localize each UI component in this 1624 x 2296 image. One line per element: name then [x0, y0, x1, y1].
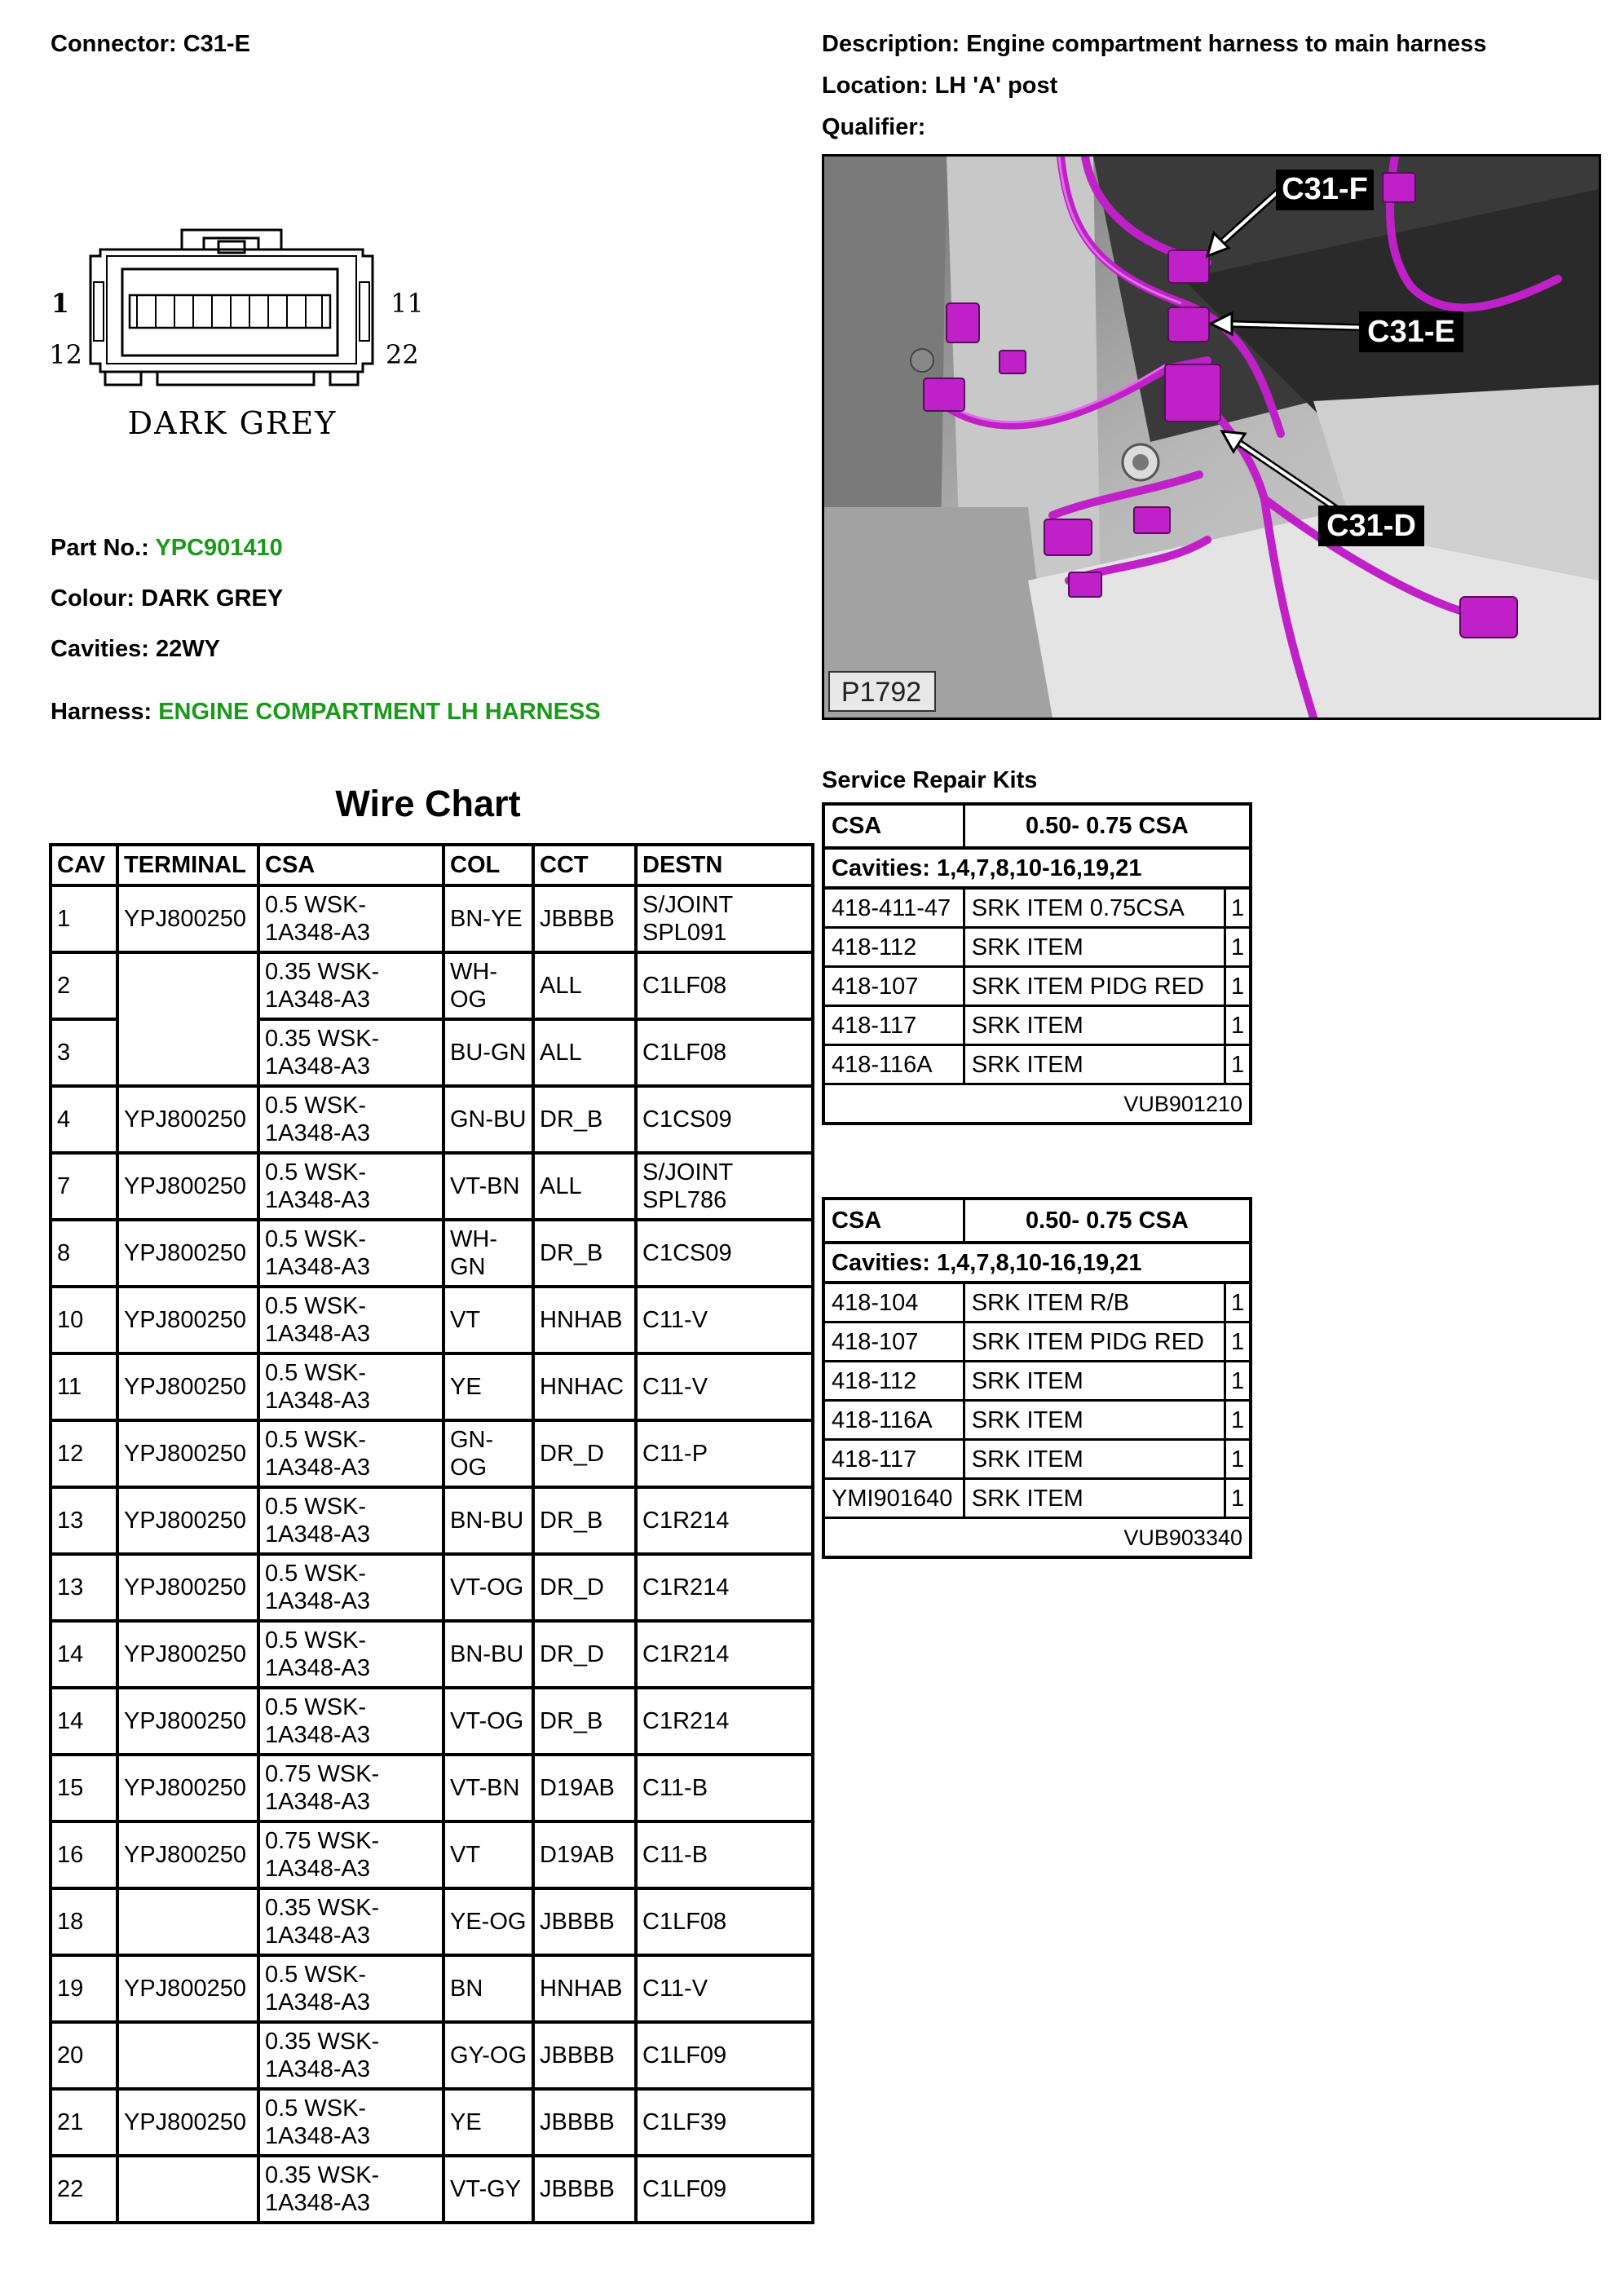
destination-cell: C1LF08	[636, 1888, 813, 1955]
callout-c31-e: C31-E	[1367, 315, 1455, 349]
terminal-cell	[117, 1888, 258, 1955]
location-value: LH 'A' post	[934, 73, 1058, 99]
kit-cavities: Cavities: 1,4,7,8,10-16,19,21	[823, 1243, 1251, 1283]
kit-part-number: 418-117	[823, 1440, 964, 1479]
colour-code-cell: VT	[444, 1287, 533, 1353]
kit-item-description: SRK ITEM	[964, 928, 1225, 967]
circuit-cell: DR_D	[533, 1621, 636, 1688]
colour-line	[51, 585, 283, 612]
destination-cell: C11-V	[636, 1955, 813, 2022]
colour-code-cell: VT-OG	[444, 1688, 533, 1755]
kit-csa-value: 0.50- 0.75 CSA	[964, 804, 1251, 848]
colour-code-cell: BN-BU	[444, 1621, 533, 1688]
circuit-cell: HNHAC	[533, 1353, 636, 1420]
kit-item-quantity: 1	[1225, 928, 1251, 967]
kit-item-quantity: 1	[1225, 1006, 1251, 1045]
terminal-cell: YPJ800250	[117, 1688, 258, 1755]
kit-item-quantity: 1	[1225, 1045, 1251, 1084]
connector-label: Connector:	[51, 31, 177, 57]
circuit-cell: HNHAB	[533, 1287, 636, 1353]
kit-part-number: 418-107	[823, 1322, 964, 1362]
terminal-cell: YPJ800250	[117, 885, 258, 952]
kit-reference: VUB903340	[823, 1518, 1251, 1558]
csa-cell: 0.5 WSK-1A348-A3	[258, 2089, 444, 2156]
pin-1-label: 1	[51, 288, 69, 319]
terminal-cell: YPJ800250	[117, 1353, 258, 1420]
circuit-cell: ALL	[533, 1153, 636, 1220]
colour-code-cell: VT-BN	[444, 1153, 533, 1220]
kit-item-description: SRK ITEM	[964, 1362, 1225, 1401]
terminal-cell: YPJ800250	[117, 1086, 258, 1153]
csa-cell: 0.35 WSK-1A348-A3	[258, 1019, 444, 1086]
terminal-cell: YPJ800250	[117, 1955, 258, 2022]
kit-cavities-row	[823, 1243, 1251, 1283]
circuit-cell: HNHAB	[533, 1955, 636, 2022]
terminal-cell	[117, 2156, 258, 2223]
colour-code-cell: YE	[444, 1353, 533, 1420]
kit-item-description: SRK ITEM PIDG RED	[964, 967, 1225, 1006]
wire-chart-table	[49, 843, 814, 2224]
wire-row	[51, 1888, 813, 1955]
destination-cell: C11-B	[636, 1755, 813, 1821]
kit-item-row	[823, 1006, 1251, 1045]
circuit-cell: DR_D	[533, 1420, 636, 1487]
kit-item-row	[823, 888, 1251, 928]
kit-csa-label: CSA	[823, 804, 964, 848]
kit-item-description: SRK ITEM R/B	[964, 1283, 1225, 1322]
csa-cell: 0.5 WSK-1A348-A3	[258, 1086, 444, 1153]
cav-cell: 21	[51, 2089, 117, 2156]
circuit-cell: ALL	[533, 1019, 636, 1086]
cav-cell: 13	[51, 1554, 117, 1621]
wire-row	[51, 1086, 813, 1153]
circuit-cell: DR_D	[533, 1554, 636, 1621]
photo-reference: P1792	[841, 677, 922, 708]
kit-item-quantity: 1	[1225, 1440, 1251, 1479]
csa-cell: 0.75 WSK-1A348-A3	[258, 1821, 444, 1888]
circuit-cell: DR_B	[533, 1688, 636, 1755]
qualifier-line	[822, 113, 925, 141]
column-header-destn: DESTN	[636, 845, 813, 885]
destination-cell: C1R214	[636, 1554, 813, 1621]
location-line	[822, 72, 1057, 99]
cav-cell: 14	[51, 1621, 117, 1688]
column-header-col: COL	[444, 845, 533, 885]
kit-item-row	[823, 1479, 1251, 1518]
description-value: Engine compartment harness to main harness	[966, 31, 1487, 57]
csa-cell: 0.5 WSK-1A348-A3	[258, 1220, 444, 1287]
wire-chart-body	[51, 885, 813, 2223]
pin-22-label: 22	[386, 339, 419, 370]
harness-line	[51, 698, 601, 726]
destination-cell: C11-P	[636, 1420, 813, 1487]
colour-code-cell: WH-OG	[444, 952, 533, 1019]
colour-code-cell: BU-GN	[444, 1019, 533, 1086]
cav-cell: 19	[51, 1955, 117, 2022]
connector-colour-caption: DARK GREY	[127, 405, 338, 441]
kit-part-number: 418-117	[823, 1006, 964, 1045]
kit-item-quantity: 1	[1225, 1362, 1251, 1401]
terminal-cell: YPJ800250	[117, 1554, 258, 1621]
colour-code-cell: BN-YE	[444, 885, 533, 952]
column-header-csa: CSA	[258, 845, 444, 885]
wire-row	[51, 1821, 813, 1888]
kit-item-row	[823, 1362, 1251, 1401]
terminal-cell: YPJ800250	[117, 1487, 258, 1554]
kit-csa-value: 0.50- 0.75 CSA	[964, 1199, 1251, 1243]
destination-cell: C11-V	[636, 1287, 813, 1353]
kit-cavities: Cavities: 1,4,7,8,10-16,19,21	[823, 848, 1251, 888]
wire-chart-title: Wire Chart	[335, 783, 521, 824]
cav-cell: 16	[51, 1821, 117, 1888]
kit-item-row	[823, 1401, 1251, 1440]
harness-label: Harness:	[51, 699, 152, 725]
csa-cell: 0.5 WSK-1A348-A3	[258, 1955, 444, 2022]
kit-reference-row	[823, 1084, 1251, 1124]
kit-part-number: 418-116A	[823, 1401, 964, 1440]
destination-cell: C11-V	[636, 1353, 813, 1420]
kit-part-number: 418-112	[823, 1362, 964, 1401]
colour-code-cell: YE	[444, 2089, 533, 2156]
colour-code-cell: YE-OG	[444, 1888, 533, 1955]
circuit-cell: D19AB	[533, 1755, 636, 1821]
csa-cell: 0.35 WSK-1A348-A3	[258, 2022, 444, 2089]
destination-cell: C1LF08	[636, 952, 813, 1019]
wire-row	[51, 1688, 813, 1755]
cavities-value: 22WY	[155, 636, 220, 662]
connector-line	[51, 30, 250, 58]
kit-item-row	[823, 1322, 1251, 1362]
cav-cell: 20	[51, 2022, 117, 2089]
terminal-cell	[117, 952, 258, 1086]
csa-cell: 0.5 WSK-1A348-A3	[258, 1621, 444, 1688]
wire-row	[51, 952, 813, 1019]
csa-cell: 0.35 WSK-1A348-A3	[258, 952, 444, 1019]
csa-cell: 0.5 WSK-1A348-A3	[258, 1554, 444, 1621]
wire-row	[51, 1487, 813, 1554]
repair-kit-table	[822, 802, 1252, 1125]
cav-cell: 18	[51, 1888, 117, 1955]
destination-cell: C1LF09	[636, 2022, 813, 2089]
colour-label: Colour:	[51, 585, 135, 612]
cav-cell: 12	[51, 1420, 117, 1487]
repair-kit-table	[822, 1197, 1252, 1559]
destination-cell: C1LF09	[636, 2156, 813, 2223]
connector-face-diagram	[45, 220, 436, 457]
wire-chart-header-row	[51, 845, 813, 885]
cav-cell: 14	[51, 1688, 117, 1755]
circuit-cell: JBBBB	[533, 1888, 636, 1955]
qualifier-label: Qualifier:	[822, 114, 926, 140]
column-header-terminal: TERMINAL	[117, 845, 258, 885]
kit-item-quantity: 1	[1225, 1479, 1251, 1518]
circuit-cell: JBBBB	[533, 2089, 636, 2156]
destination-cell: C1CS09	[636, 1086, 813, 1153]
callout-c31-d: C31-D	[1326, 509, 1416, 543]
wire-row	[51, 1153, 813, 1220]
kit-part-number: 418-107	[823, 967, 964, 1006]
kit-item-quantity: 1	[1225, 1322, 1251, 1362]
destination-cell: C1R214	[636, 1688, 813, 1755]
colour-code-cell: VT-BN	[444, 1755, 533, 1821]
kit-cavities-row	[823, 848, 1251, 888]
destination-cell: S/JOINT SPL786	[636, 1153, 813, 1220]
kit-part-number: 418-112	[823, 928, 964, 967]
wire-row	[51, 2022, 813, 2089]
csa-cell: 0.5 WSK-1A348-A3	[258, 1353, 444, 1420]
destination-cell: S/JOINT SPL091	[636, 885, 813, 952]
wire-row	[51, 1621, 813, 1688]
kit-reference: VUB901210	[823, 1084, 1251, 1124]
kit-item-quantity: 1	[1225, 1283, 1251, 1322]
connector-value: C31-E	[183, 31, 250, 57]
kit-item-description: SRK ITEM	[964, 1401, 1225, 1440]
cav-cell: 22	[51, 2156, 117, 2223]
circuit-cell: JBBBB	[533, 885, 636, 952]
kit-item-row	[823, 928, 1251, 967]
wire-row	[51, 1220, 813, 1287]
cav-cell: 4	[51, 1086, 117, 1153]
circuit-cell: ALL	[533, 952, 636, 1019]
colour-code-cell: BN-BU	[444, 1487, 533, 1554]
csa-cell: 0.35 WSK-1A348-A3	[258, 2156, 444, 2223]
kit-csa-label: CSA	[823, 1199, 964, 1243]
csa-cell: 0.5 WSK-1A348-A3	[258, 1287, 444, 1353]
destination-cell: C1CS09	[636, 1220, 813, 1287]
cav-cell: 8	[51, 1220, 117, 1287]
wire-row	[51, 885, 813, 952]
wire-row	[51, 1287, 813, 1353]
wire-row	[51, 2089, 813, 2156]
kit-header-row	[823, 804, 1251, 848]
column-header-cct: CCT	[533, 845, 636, 885]
kit-item-description: SRK ITEM 0.75CSA	[964, 888, 1225, 928]
kit-reference-row	[823, 1518, 1251, 1558]
circuit-cell: DR_B	[533, 1086, 636, 1153]
colour-code-cell: VT	[444, 1821, 533, 1888]
csa-cell: 0.5 WSK-1A348-A3	[258, 1487, 444, 1554]
terminal-cell: YPJ800250	[117, 1621, 258, 1688]
description-line	[822, 30, 1486, 58]
terminal-cell: YPJ800250	[117, 1420, 258, 1487]
part-no-line	[51, 534, 283, 562]
destination-cell: C1R214	[636, 1621, 813, 1688]
colour-code-cell: VT-GY	[444, 2156, 533, 2223]
connector-location-photo	[822, 154, 1601, 720]
colour-code-cell: VT-OG	[444, 1554, 533, 1621]
kit-header-row	[823, 1199, 1251, 1243]
circuit-cell: JBBBB	[533, 2156, 636, 2223]
colour-code-cell: WH-GN	[444, 1220, 533, 1287]
circuit-cell: DR_B	[533, 1487, 636, 1554]
csa-cell: 0.5 WSK-1A348-A3	[258, 1153, 444, 1220]
description-label: Description:	[822, 31, 960, 57]
wire-row	[51, 2156, 813, 2223]
kit-item-description: SRK ITEM PIDG RED	[964, 1322, 1225, 1362]
wire-row	[51, 1755, 813, 1821]
terminal-cell: YPJ800250	[117, 1220, 258, 1287]
kit-part-number: YMI901640	[823, 1479, 964, 1518]
kit-item-quantity: 1	[1225, 967, 1251, 1006]
destination-cell: C1LF39	[636, 2089, 813, 2156]
kit-item-description: SRK ITEM	[964, 1045, 1225, 1084]
circuit-cell: D19AB	[533, 1821, 636, 1888]
csa-cell: 0.5 WSK-1A348-A3	[258, 885, 444, 952]
colour-value: DARK GREY	[141, 585, 284, 612]
terminal-cell: YPJ800250	[117, 1287, 258, 1353]
kit-part-number: 418-116A	[823, 1045, 964, 1084]
kit-item-row	[823, 1283, 1251, 1322]
csa-cell: 0.5 WSK-1A348-A3	[258, 1420, 444, 1487]
destination-cell: C1R214	[636, 1487, 813, 1554]
location-label: Location:	[822, 73, 929, 99]
service-repair-kits-heading: Service Repair Kits	[822, 767, 1038, 793]
cavities-line	[51, 635, 220, 663]
colour-code-cell: BN	[444, 1955, 533, 2022]
kit-item-row	[823, 1045, 1251, 1084]
cav-cell: 15	[51, 1755, 117, 1821]
terminal-cell	[117, 2022, 258, 2089]
cav-cell: 1	[51, 885, 117, 952]
cav-cell: 11	[51, 1353, 117, 1420]
csa-cell: 0.75 WSK-1A348-A3	[258, 1755, 444, 1821]
part-no-label: Part No.:	[51, 535, 149, 561]
cav-cell: 10	[51, 1287, 117, 1353]
terminal-cell: YPJ800250	[117, 1153, 258, 1220]
cav-cell: 2	[51, 952, 117, 1019]
wire-row	[51, 1353, 813, 1420]
kit-item-row	[823, 1440, 1251, 1479]
kit-item-description: SRK ITEM	[964, 1479, 1225, 1518]
csa-cell: 0.35 WSK-1A348-A3	[258, 1888, 444, 1955]
cav-cell: 7	[51, 1153, 117, 1220]
terminal-cell: YPJ800250	[117, 2089, 258, 2156]
pin-12-label: 12	[49, 339, 82, 370]
colour-code-cell: GN-OG	[444, 1420, 533, 1487]
circuit-cell: JBBBB	[533, 2022, 636, 2089]
destination-cell: C1LF08	[636, 1019, 813, 1086]
kit-item-quantity: 1	[1225, 1401, 1251, 1440]
terminal-cell: YPJ800250	[117, 1821, 258, 1888]
colour-code-cell: GY-OG	[444, 2022, 533, 2089]
column-header-cav: CAV	[51, 845, 117, 885]
wire-row	[51, 1554, 813, 1621]
pin-11-label: 11	[391, 288, 424, 319]
kit-part-number: 418-104	[823, 1283, 964, 1322]
destination-cell: C11-B	[636, 1821, 813, 1888]
circuit-cell: DR_B	[533, 1220, 636, 1287]
cavities-label: Cavities:	[51, 636, 149, 662]
kit-item-row	[823, 967, 1251, 1006]
callout-c31-f: C31-F	[1282, 172, 1368, 206]
kit-item-description: SRK ITEM	[964, 1006, 1225, 1045]
kit-part-number: 418-411-47	[823, 888, 964, 928]
wire-row	[51, 1420, 813, 1487]
colour-code-cell: GN-BU	[444, 1086, 533, 1153]
cav-cell: 13	[51, 1487, 117, 1554]
csa-cell: 0.5 WSK-1A348-A3	[258, 1688, 444, 1755]
harness-link[interactable]: ENGINE COMPARTMENT LH HARNESS	[158, 699, 601, 725]
wire-row	[51, 1955, 813, 2022]
kit-item-description: SRK ITEM	[964, 1440, 1225, 1479]
cav-cell: 3	[51, 1019, 117, 1086]
kit-item-quantity: 1	[1225, 888, 1251, 928]
terminal-cell: YPJ800250	[117, 1755, 258, 1821]
part-no-link[interactable]: YPC901410	[155, 535, 283, 561]
